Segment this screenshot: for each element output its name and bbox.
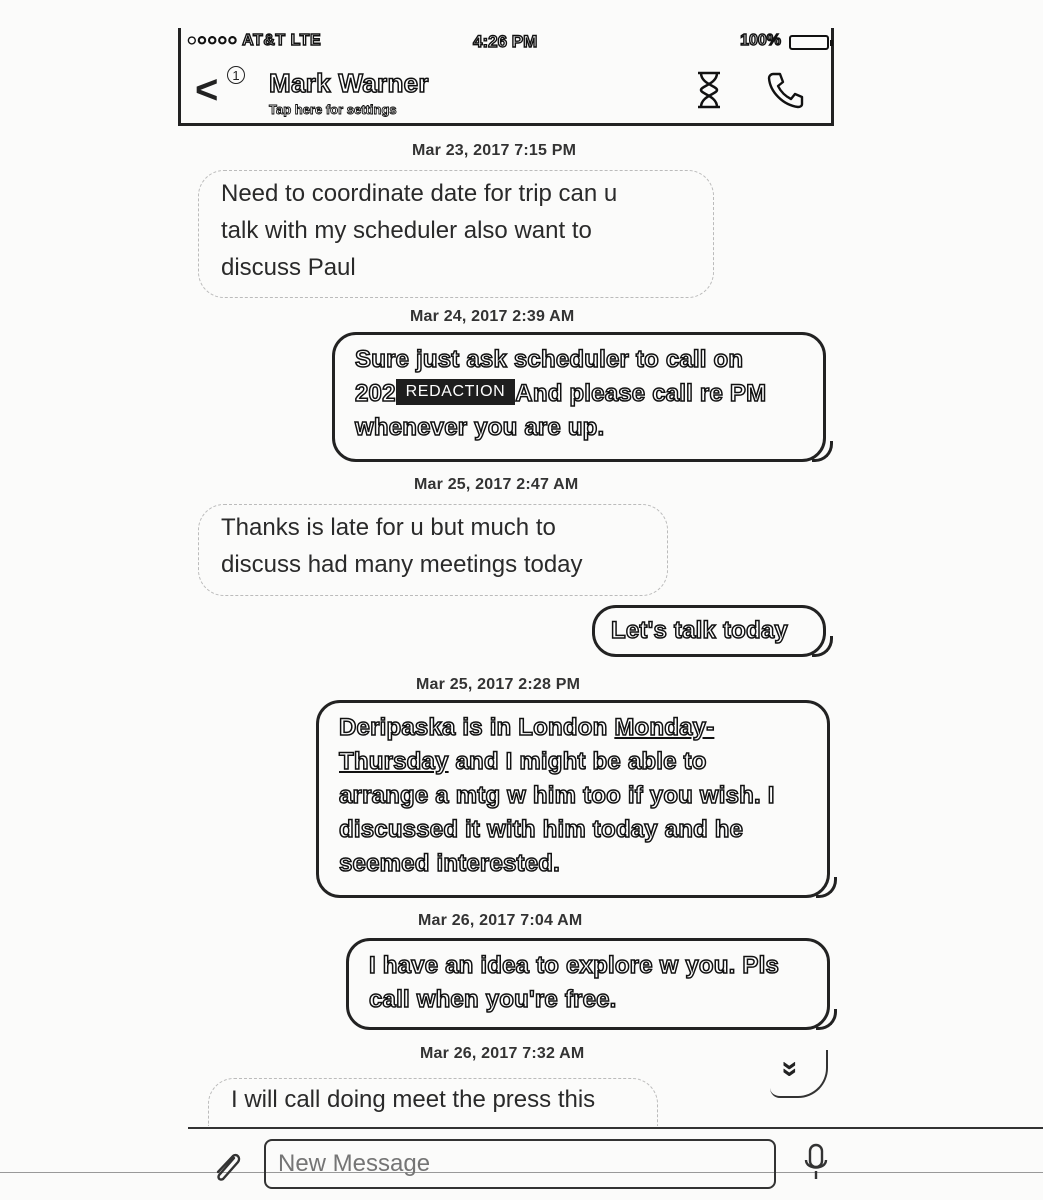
message-line: [355, 377, 807, 411]
message-line: talk with my scheduler also want to: [221, 217, 592, 244]
back-chevron-icon[interactable]: <: [195, 68, 219, 112]
conversation-header: [178, 28, 834, 126]
settings-link[interactable]: Tap here for settings: [269, 102, 397, 117]
message-fragment: and I might be able to: [448, 748, 707, 775]
message-line: [339, 711, 811, 745]
date-link[interactable]: Thursday: [339, 748, 449, 775]
unread-badge: 1: [227, 66, 245, 84]
message-line: Let's talk today: [611, 617, 788, 644]
incoming-bubble: [198, 504, 668, 596]
incoming-bubble: [198, 170, 714, 298]
message-line: Need to coordinate date for trip can u: [221, 180, 618, 207]
outgoing-bubble: [346, 938, 830, 1030]
message-line: whenever you are up.: [355, 414, 605, 441]
scroll-to-bottom-button[interactable]: [770, 1050, 828, 1098]
message-line: Thanks is late for u but much to: [221, 514, 556, 541]
message-line: call when you're free.: [369, 986, 617, 1013]
outgoing-bubble: [592, 605, 826, 657]
message-line: discuss had many meetings today: [221, 551, 583, 578]
battery-icon: [789, 35, 829, 50]
paperclip-icon[interactable]: [210, 1150, 244, 1184]
phone-icon[interactable]: [765, 70, 805, 110]
redaction-block: REDACTION: [396, 379, 516, 405]
timestamp: Mar 24, 2017 2:39 AM: [410, 308, 575, 325]
carrier-label: ●○○○○ AT&T LTE: [187, 32, 322, 49]
timestamp: Mar 23, 2017 7:15 PM: [412, 142, 577, 159]
message-fragment: 202: [355, 380, 396, 407]
message-input[interactable]: [264, 1139, 776, 1189]
clock: 4:26 PM: [473, 32, 538, 51]
message-line: discussed it with him today and he: [339, 816, 744, 843]
compose-divider: [188, 1127, 1043, 1129]
message-line: seemed interested.: [339, 850, 561, 877]
double-chevron-icon: »: [774, 1060, 808, 1078]
timestamp: Mar 25, 2017 2:47 AM: [414, 476, 579, 493]
battery-percent: 100%: [740, 32, 781, 49]
message-line: I will call doing meet the press this: [231, 1086, 596, 1113]
date-link[interactable]: Monday-: [614, 714, 715, 741]
message-line: arrange a mtg w him too if you wish. I: [339, 782, 775, 809]
timestamp: Mar 26, 2017 7:32 AM: [420, 1045, 585, 1062]
message-line: I have an idea to explore w you. Pls: [369, 952, 779, 979]
outgoing-bubble: [332, 332, 826, 462]
message-fragment: Deripaska is in London: [339, 714, 615, 741]
message-line: discuss Paul: [221, 254, 356, 281]
outgoing-bubble: [316, 700, 830, 898]
timestamp: Mar 25, 2017 2:28 PM: [416, 676, 581, 693]
contact-name[interactable]: Mark Warner: [269, 68, 429, 98]
status-bar: [181, 30, 831, 56]
message-fragment: And please call re PM: [515, 380, 767, 407]
message-line: Sure just ask scheduler to call on: [355, 346, 744, 373]
timestamp: Mar 26, 2017 7:04 AM: [418, 912, 583, 929]
incoming-bubble: [208, 1078, 658, 1126]
microphone-icon[interactable]: [804, 1142, 828, 1182]
message-line: [339, 745, 811, 779]
hourglass-icon[interactable]: [695, 70, 723, 110]
